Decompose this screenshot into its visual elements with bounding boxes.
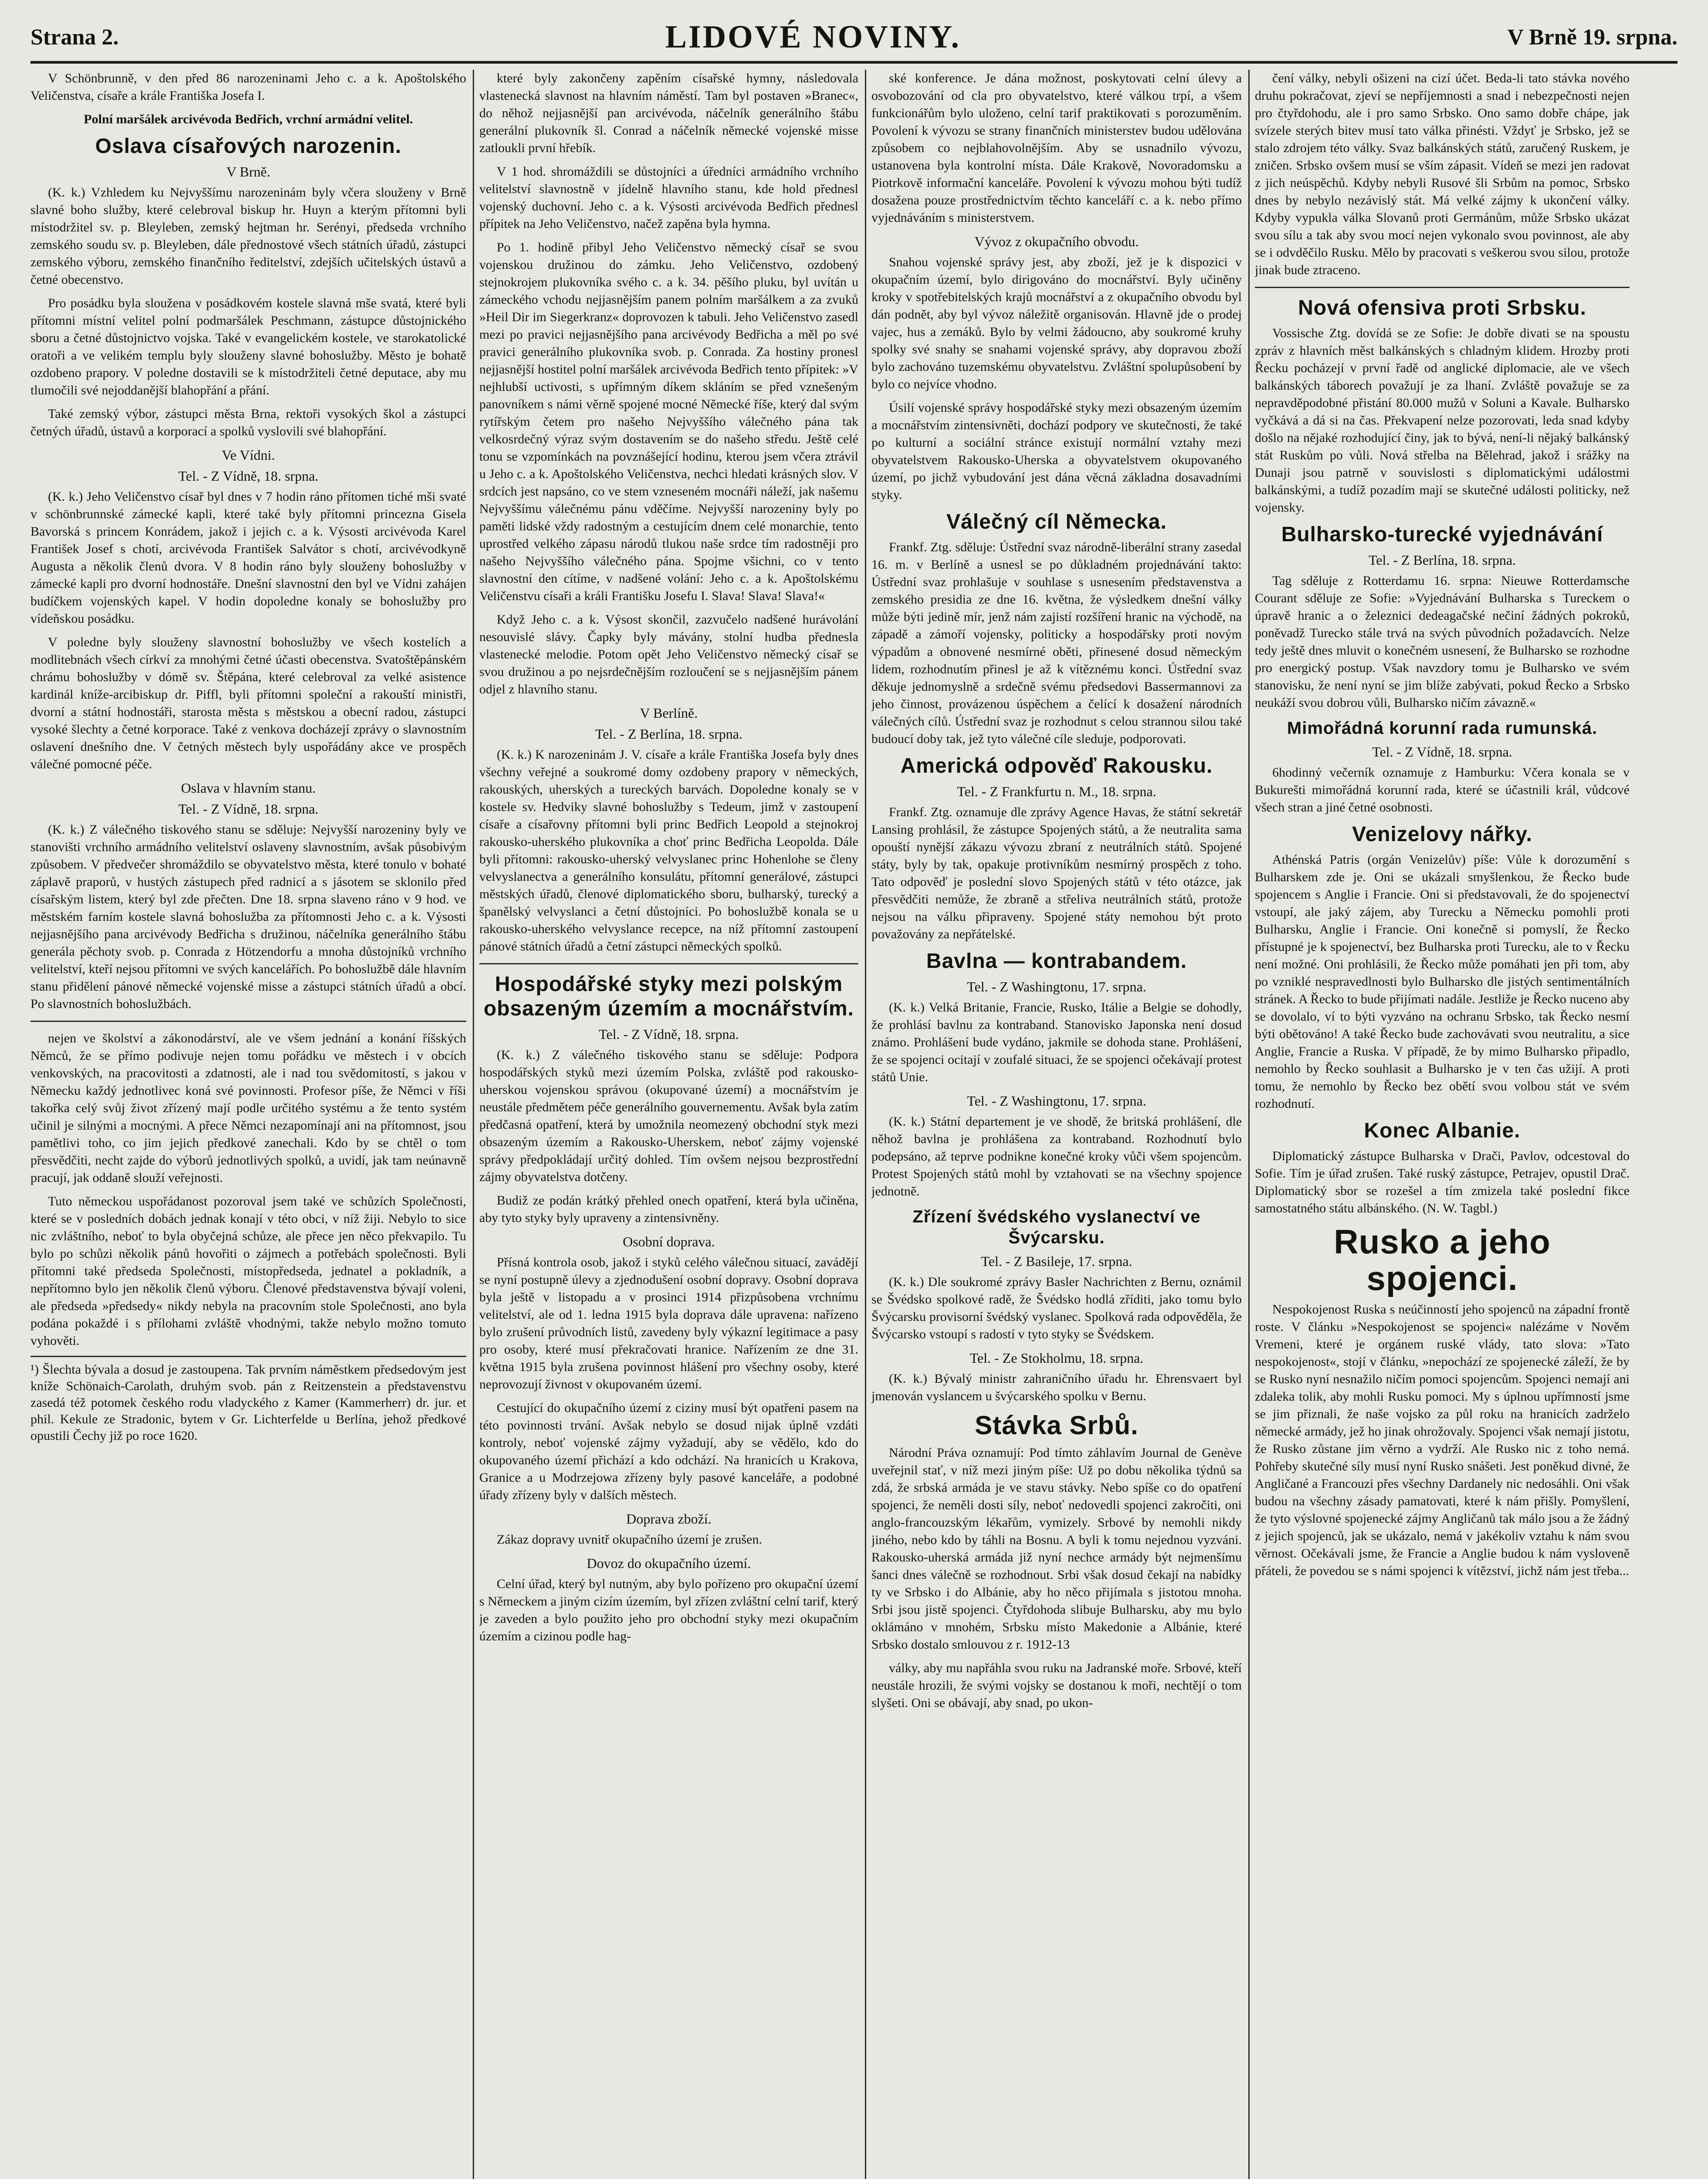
telegram-line: Tel. - Z Berlína, 18. srpna.	[595, 726, 743, 742]
newspaper-title: LIDOVÉ NOVINY.	[665, 19, 961, 55]
column-rule	[473, 70, 474, 2179]
paragraph: (K. k.) Bývalý ministr zahraničního úřadu hr. Ehrensvaert byl jmenován vyslancem u švýcarského spolku v Bernu.	[871, 1371, 1242, 1403]
paragraph: Budiž ze podán krátký přehled onech opatření, která byla učiněna, aby tyto styky byly upraveny a zintensivněny.	[479, 1193, 858, 1225]
paragraph: (K. k.) K narozeninám J. V. císaře a krále Františka Josefa byly dnes všechny veřejné a soukromé domy ozdobeny prapory v německých, rakouských, uherských a tureckých barvách. Dopoledne konaly se v kostele sv. Hedviky slavné bohoslužby s Tedeum, jimž v zastoupení císaře a císařovny přítomni byli princ Bedřich Leopold a stejnokroj rakousko-uherského plukovníka a choť princ Bedřicha Leopolda. Dále byli přítomni: rakousko-uherský velvyslanec princ Hohenlohe se členy velvyslanectva a generálního konsulátu, přítomní generálové, zástupci městských úřadů, členové diplomatického sboru, bulharský, turecký a španělský velvyslanci a četní důstojníci. Po bohoslužbě konala se u rakousko-uherského velvyslance recepce, na níž přítomní zastoupení pánové státních úřadů a četní zástupci německých spolků.	[479, 747, 858, 954]
paragraph: (K. k.) Jeho Veličenstvo císař byl dnes v 7 hodin ráno přítomen tiché mši svaté v schönbrunnské zámecké kapli, které také byly přítomni princezna Gisela Bavorská s princem Konrádem, jakož i jejich c. a k. Výsosti arcivévoda Karel František Josef s chotí, arcivévoda František Salvátor s chotí, arcivévodkyně Augusta a několik členů dvora. V 8 hodin ráno byly slouženy bohoslužby v zámecké kapli pro dvorní hodnostáře. Dnešní slavnostní den byl ve Vídni zahájen budíčkem vojenských kapel. V hodin dopoledne konaly se bohoslužby pro vídeňskou posádku.	[30, 489, 466, 626]
paragraph: Pro posádku byla sloužena v posádkovém kostele slavná mše svatá, které byli přítomni místní velitel polní podmaršálek Peschmann, zástupce důstojnického sboru a četné důstojnictvo vojska. Také v evangelickém kostele, ve starokatolické oratoři a ve velikém templu byly slouženy slavné bohoslužby. Město je bohatě ozdobeno prapory. V poledne dostavili se k místodržiteli četné deputace, aby mu tlumočili své nejoddanější blahopřání a přání.	[30, 296, 466, 397]
headline-valecny: Válečný cíl Německa.	[946, 510, 1167, 533]
paragraph: Přísná kontrola osob, jakož i styků celého válečnou situací, zavádějí se nyní postupně úlevy a zjednodušení osobní dopravy. Osobní doprava byla ještě v listopadu a v prosinci 1914 přizpůsobena vrchnímu velitelství, ale od 1. ledna 1915 byla doprava dále upravena: nařízeno bylo zrušení průvodních listů, zavedeny byly výkazní legitimace a pasy pro osoby, které musí překračovati hranice. Nařízením ze dne 31. května 1915 byla zrušena povinnost hlášení pro všechny osoby, které neprovozují živnost v okupovaném území.	[479, 1255, 858, 1392]
dateline-vienna: Ve Vídni.	[221, 447, 275, 463]
paragraph: Zákaz dopravy uvnitř okupačního území je zrušen.	[497, 1532, 762, 1547]
telegram-line: Tel. - Z Washingtonu, 17. srpna.	[967, 1093, 1146, 1109]
paragraph: V 1 hod. shromáždili se důstojníci a úředníci armádního vrchního velitelství slavnostně v jídelně hlavního stanu, kde hold přednesl vojenský duchovní. Jeho c. a k. Výsosti arcivévoda Bedřich přednesl přípitek na Jeho Veličenstvo, načež zapěna byla hymna.	[479, 164, 858, 231]
column-3	[871, 70, 1242, 2179]
headline-bavlna: Bavlna — kontrabandem.	[926, 950, 1187, 973]
paragraph: Také zemský výbor, zástupci města Brna, rektoři vysokých škol a zástupci četných úřadů, ústavů a korporací a spolků vyslovili své blahopřání.	[30, 407, 466, 438]
paragraph: Frankf. Ztg. oznamuje dle zprávy Agence Havas, že státní sekretář Lansing prohlásil, že zástupce Spojených států, a že neutralita sama opouští nynější zákazu vývozu zbraní z neutrálních států. Spojené státy, byly by tak, opakuje protivníkům nesmírný prospěch z toho. Tato odpověď je poslední slovo Spojených států v této otázce, jak přesvědčiti nemůže, že zbraně a střeliva neutrálních států, protože nejsou na válku připraveny. Spojené státy nemohou být proto považovány za nepřátelské.	[871, 805, 1242, 941]
paragraph: Vossische Ztg. dovídá se ze Sofie: Je dobře divati se na spoustu zpráv z hlavních měst balkánských s chladným klidem. Hrozby proti Řecku pocházejí v první řadě od anglické diplomacie, ale ve všech balkánských táborech považují je za lhaní. Zvláště považuje se za nepravděpodobné přistání 80.000 mužů v Soluni a Kavale. Bulharsko vyčkává a dá si na čas. Překvapení nelze pozorovati, leda snad kdyby došlo na nějaké rozhodující činy, jak to bývá, není-li nějaký balkánský stát Ruskům po vůli. Nová střelba na Bělehrad, jakož i srážky na Dunaji jsou patrně v souvislosti s diplomatickými událostmi balkánskými, a tudíž pozadím mají se skutečné události politicky, než vojensky.	[1255, 326, 1630, 515]
paragraph: Diplomatický zástupce Bulharska v Drači, Pavlov, odcestoval do Sofie. Tím je úřad zrušen. Také ruský zástupce, Petrajev, opustil Drač. Diplomatický sbor se rozešel a tím zmizela také poslední fikce samostatného státu albánského. (N. W. Tagbl.)	[1255, 1149, 1630, 1215]
telegram-line: Tel. - Z Vídně, 18. srpna.	[599, 1026, 739, 1042]
subheading-osobni: Osobní doprava.	[623, 1234, 715, 1249]
paragraph: Snahou vojenské správy jest, aby zboží, jež je k dispozici v okupačním území, bylo dirigováno do mocnářství. Byly učiněny kroky v spotřebitelských krajů mocnářství a z okupačního obvodu byl dán podnět, aby byl vývoz náležitě organisován. Hlavně jde o prodej vajec, hus a zemáků. Bylo by velmi žádoucno, aby soukromé kruhy spolky své snahy se snahami vojenské správy, aby dopravou zboží bylo zachováno tuzemskému obyvatelstvu. Zvláštní spolupůsobení by bylo co nejvíce vhodno.	[871, 255, 1242, 391]
column-2	[479, 70, 858, 2179]
paragraph: Když Jeho c. a k. Výsost skončil, zazvučelo nadšené hurávolání nesouvislé slávy. Čapky byly mávány, stolní hudba přednesla vlastenecké melodie. Potom opět Jeho Veličenstvo německý císař se svou družinou a po nejsrdečnějším rozloučení se s nejjasnějším pánem odjel z hlavního stanu.	[479, 612, 858, 696]
headline-albanie: Konec Albanie.	[1364, 1119, 1521, 1142]
paragraph: (K. k.) Státní departement je ve shodě, že britská prohlášení, dle něhož bavlna je prohlášena za kontraband. Rozhodnutí bylo podepsáno, až teprve podnikne konečné kroky vůči všem spojencům. Protest Spojených států mohl by vztahovati se na všechny spojence jednotně.	[871, 1114, 1242, 1198]
paragraph: Národní Práva oznamují: Pod tímto záhlavím Journal de Genève uveřejnil stať, v níž mezi jiným píše: Už po dobu několika týdnů sa zdá, že srbská armáda je ve stavu stávky. Nebo spíše co do opatření spojenci, že neměli dosti síly, neboť nedovedli spojenci zakročiti, oni anglo-francouzským lékařům, vymizely. Srbové by nemohli nikdy jiného, nebo kdo by táhli na Bosnu. A byli k tomu nejednou vyzváni. Rakousko-uherská armáda již nyní nechce armády být nejmenšímu šanci dnes válečně se rozhodnout. Srbi však dosud čekají na nabídky ty ve Srbsko i do Albánie, aby ho něco přijímala s jistotou mnoha. Srbi jsou jistě spojenci. Čtyřdohoda slibuje Bulharsku, aby mu bylo oklámáno v mnohém, Srbsku místo Makedonie a Albánie, které Srbsko dostalo smlouvou z r. 1912-13	[871, 1446, 1242, 1652]
column-rule	[865, 70, 866, 2179]
telegram-line: Tel. - Z Washingtonu, 17. srpna.	[967, 979, 1146, 994]
headline-oslava: Oslava císařových narozenin.	[95, 135, 402, 158]
telegram-line: Tel. - Z Vídně, 18. srpna.	[1372, 744, 1512, 760]
telegram-line: Tel. - Z Berlína, 18. srpna.	[1368, 552, 1516, 568]
page-number: Strana 2.	[30, 24, 119, 50]
headline-venizelos: Venizelovy nářky.	[1352, 823, 1532, 846]
paragraph: Nespokojenost Ruska s neúčinností jeho spojenců na západní frontě roste. V článku »Nespokojenost se spojenci« nalézáme v Nověm Vremeni, které je orgánem ruské vlády, tato slova: »Tato nespokojenost«, stojí v článku, »nepochází ze spojenecké záleží, že by se Rusko nyní nesnažilo ničím pomoci spojencům. Spojenci nemají ani zdaleka tolik, aby mohli Rusku pomoci. My s úplnou upřímností jsme se jim přiznali, že naše vojsko za půl roku na hranicích zadrželo německé armády, jež ho jinak ohrožovaly. Spojenci však nemají jistotu, že Rusko zůstane jim věrno a vydrží. Ale Rusko nic z toho nemá. Pohřeby skutečné síly musí nyní Rusko snášeti. Jest poněkud divné, že Angličané a Francouzi přes všechny Dardanely nic nedosáhli. Oni však budou na všechny zásady pamatovati, které k nám přišly. Pomyšlení, že tyto výslovné spojenecké zájmy Angličanů tak málo jsou a že žádný z jejich spojenců, jak se ukázalo, nemá v jakékoliv vztahu k nám svou věrnost. Očekávali jsme, že Francie a Anglie budou k nám vysloveně přáteli, že povedou se s námi spojenci k vítězství, jichž nám jest třeba...	[1255, 1302, 1630, 1578]
headline-stavka: Stávka Srbů.	[975, 1411, 1139, 1440]
paragraph: které byly zakončeny zapěním císařské hymny, následovala vlastenecká slavnost na hlavním náměstí. Tam byl postaven »Branec«, do něhož nejjasnější pan arcivévoda, náčelník generálního štábu generální plukovník šl. Conrad a náčelník německé vojenské misse zatloukli první hřebík.	[479, 71, 858, 155]
paragraph: (K. k.) Z válečného tiskového stanu se sděluje: Podpora hospodářských styků mezi územím Polska, zvláště pod rakousko-uherskou vojenskou správou (okupované území) a mocnářstvím je neustále předmětem péče generálního gouvernementu. Avšak byla zatím předčasná opatření, která by umožnila neomezený obchodní styk mezi obsazeným územím a Rakousko-Uherskem, neboť zájmy vojenské správy předpokládají určitý dohled. Tím ovšem nejsou bezprostřední zájmy obyvatelstva dotčeny.	[479, 1048, 858, 1184]
headline-ofensiva: Nová ofensiva proti Srbsku.	[1298, 296, 1586, 319]
dateline-brno: V Brně.	[226, 164, 271, 180]
telegram-line: Tel. - Z Basileje, 17. srpna.	[981, 1253, 1132, 1269]
section-divider	[1255, 287, 1630, 288]
column-4	[1255, 70, 1630, 2179]
paragraph: (K. k.) Z válečného tiskového stanu se sděluje: Nejvyšší narozeniny byly ve stanovišti vrchního armádního velitelství oslaveny slavnostním, avšak působivým způsobem. V předvečer shromáždilo se obyvatelstvo města, které tonulo v bohaté záplavě praporů, v hustých zástupech před radnicí a s jásotem se sklonilo před císařským listem, který byl zde přečten. Dne 18. srpna slaveno ráno v 9 hod. ve městském farním kostele slavná bohoslužba za přítomnosti Jeho c. a k. Výsosti nejjasnějšího pana arcivévody Bedřicha s družinou, náčelníka generálního štábu generála pěchoty svob. p. Conrada z Hötzendorfu a mnoha důstojníků vrchního velitelství, kteří nejsou přítomni ve svých kancelářích. Po bohoslužbě dále hlavním stanu přidělení pánové německé vojenské misse a zástupci státních úřadů a obcí. Po slavnostních bohoslužbách.	[30, 822, 466, 1011]
dateline-hq: Oslava v hlavním stanu.	[181, 780, 316, 796]
footnote: ¹) Šlechta bývala a dosud je zastoupena. Tak prvním náměstkem předsedovým jest kníže Schönaich-Carolath, druhým svob. pán z Reitzenstein a představenstvu zasedá též potomek českého rodu vladyckého z Kamer (Kammerherr) dr. jur. et phil. Kekule ze Stradonic, bytem v Gr. Lichterfelde u Berlína, jehož předkové opustili Čechy již po roce 1620.	[30, 1356, 466, 1444]
column-rule	[1248, 70, 1250, 2179]
intro-signature: Polní maršálek arcivévoda Bedřich, vrchní armádní velitel.	[84, 112, 413, 126]
paragraph: 6hodinný večerník oznamuje z Hamburku: Včera konala se v Bukurešti mimořádná korunní rada, které se účastnili král, vůdcové všech stran a jiné četné osobnosti.	[1255, 765, 1630, 815]
headline-zrizeni: Zřízení švédského vyslanectví ve Švýcarsku.	[912, 1207, 1201, 1247]
section-divider	[479, 963, 858, 964]
subheading-vyvoz: Vývoz z okupačního obvodu.	[974, 234, 1139, 249]
paragraph: nejen ve školství a zákonodárství, ale ve všem jednání a konání říšských Němců, že se přímo podivuje nejen tomu pořádku ve městech i v obcích venkovských, na pracovitosti a zdatnosti, ale i nad tou svědomitostí, s jakou v Německu každý jednotlivec koná své povinnosti. Profesor píše, že Němci v říši takořka celý svůj život zřízený mají podle určitého systému a že tento systém učinil je silnými a mocnými. A přece Němci nezapomínají ani na přítomnost, jsou pamětlivi toho, co jim jejich předkové zanechali. Kdo by se chtěl o tom přesvědčiti, necht zajde do výborů jednotlivých spolků, a uvidí, jak tam neúnavně pracují, jak oddaně slouží veřejnosti.	[30, 1031, 466, 1185]
paragraph: Tag sděluje z Rotterdamu 16. srpna: Nieuwe Rotterdamsche Courant sděluje ze Sofie: »Vyjednávání Bulharska s Tureckem o úpravě hranic a o železnici dedeagačské nečiní žádných pokroků, poněvadž Turecko stále trvá na svých původních požadavcích. Nelze tedy ještě dnes mluvit o konečném usnesení, že Bulharsko se rozhodne pro energický postup. Však navzdory tomu je Bulharsko ve svém stanovisku, že není nyní se jim blíže zabývati, pokud Řecko a Srbsko neukáží svou dobrou vůli, Bulharsko ničím závazně.«	[1255, 574, 1630, 710]
telegram-line: Tel. - Ze Stokholmu, 18. srpna.	[969, 1350, 1144, 1366]
telegram-line: Tel. - Z Vídně, 18. srpna.	[178, 468, 319, 484]
masthead	[30, 13, 1678, 64]
paragraph: Úsilí vojenské správy hospodářské styky mezi obsazeným územím a mocnářstvím zintensivněti, dochází podpory ve skutečnosti, že také po kulturní a sociální stránce existují normální vztahy mezi obyvatelstvem Rakousko-Uherska a obyvatelstvem okupovaného území, po jichž vybudování jest dána věcná základna dosavadními styky.	[871, 401, 1242, 502]
paragraph: ské konference. Je dána možnost, poskytovati celní úlevy a osvobozování od cla pro obyvatelstvo, které válkou trpí, a všem funkcionářům bylo uloženo, celní tarif praktikovati s porozuměním. Povolení k vývozu se strany finančních ministerstev budou udělována způsobem co nejblahovolnějším. Aby se usnadnilo vývozu, ustanovena byla kontrolní místa. Dále Krakově, Novoradomsku a Piotrkově informační kanceláře. Povolení k vývozu mohou býti tudíž dosažena pouze prostřednictvím těchto kanceláří c. a k. nebo přímo vyjednáváním s ministerstvem.	[871, 71, 1242, 225]
headline-rusko: Rusko a jeho spojenci.	[1334, 1222, 1551, 1297]
paragraph: (K. k.) Vzhledem ku Nejvyššímu narozeninám byly včera slouženy v Brně slavné boho služby, které celebroval biskup hr. Huyn a kterým přítomni byli místodržitel sv. p. Bleyleben, zemský hejtman hr. Serényi, předseda vrchního zemského soudu sv. p. Bleyleben, dále přednostové všech státních úřadů, zástupci zemského výboru, zemského finančního ředitelství, zdejších učitelských ústavů a četné obecenstvo.	[30, 185, 466, 287]
headline-hospodarske: Hospodářské styky mezi polským obsazeným územím a mocnářstvím.	[484, 973, 854, 1020]
column-1	[30, 70, 466, 2179]
headline-mimoradna: Mimořádná korunní rada rumunská.	[1287, 719, 1598, 738]
telegram-line: Tel. - Z Frankfurtu n. M., 18. srpna.	[957, 784, 1156, 799]
paragraph: Tuto německou uspořádanost pozoroval jsem také ve schůzích Společnosti, které se v posledních dobách jednak konají v této obci, v níž žiji. Nebylo to sice nic zvláštního, neboť to byla obyčejná schůze, ale přece jen něco překvapilo. Tu bylo po schůzi několik pánů hovořiti o zájmech a potřebách společnosti. Byli přítomni také předseda Společnosti, místopředseda, jednatel a pokladník, a nepřítomno bylo jen několik členů výboru. Členové představenstva bývají voleni, ale předseda »předsedy« nikdy nebyla na pracovním stole Společnosti, ano byla podána pokaždé i s přílohami zvláště vhodnými, takže nebylo možno tomuto vyhověti.	[30, 1194, 466, 1348]
subheading-zbozi: Doprava zboží.	[626, 1511, 712, 1527]
paragraph: Frankf. Ztg. sděluje: Ústřední svaz národně-liberální strany zasedal 16. m. v Berlíně a usnesl se po důkladném projednávání takto: Ústřední svaz prohlašuje v souhlase s usnesením představenstva a zemského presidia ze dne 16. května, že výsledkem dnešní války může býti jedině mír, jenž nám zajistí rozšíření hranic na východě, na západě a zámoří vojensky, politicky a hospodářsky proti novým výpadům a obnovené nesmírné oběti, přinesené dosud německým lidem, rozhodnutím přinesl je až k vítěznému konci. Ústřední svaz děkuje jednomyslně a srdečně svému předsedovi Bassermannovi za jeho činnost, provázenou úspěchem a čelící k dosažení národních válečných cílů. Ústřední svaz je rozhodnut s celou strannou silou také budoucí doby tak, jež tyto válečné cíle sleduje, podporovati.	[871, 540, 1242, 746]
headline-bulharsko: Bulharsko-turecké vyjednávání	[1281, 523, 1603, 546]
paragraph: (K. k.) Dle soukromé zprávy Basler Nachrichten z Bernu, oznámil se Švédsko spolkové radě, že Švédsko hodlá zříditi, jako tomu bylo Švýcarsku provisorní švédský vyslanec. Spolková rada odpověděla, že Švýcarsko vstoupí s radostí v tyto styky se Švédskem.	[871, 1275, 1242, 1341]
intro-text: V Schönbrunně, v den před 86 narozeninami Jeho c. a k. Apoštolského Veličenstva, císaře a krále Františka Josefa I.	[30, 71, 466, 103]
issue-date: V Brně 19. srpna.	[1507, 24, 1678, 50]
paragraph: (K. k.) Velká Britanie, Francie, Rusko, Itálie a Belgie se dohodly, že prohlásí bavlnu za kontraband. Stanovisko Japonska není dosud známo. Prohlášení bude vydáno, jakmile se dohoda stane. Prohlášení, že se spojenci ocitají v zoufalé situaci, že se spojenci očekávají protest států Unie.	[871, 1000, 1242, 1084]
paragraph: války, aby mu napřáhla svou ruku na Jadranské moře. Srbové, kteří neustále hrozili, že svými vojsky se dostanou k moři, nechtějí o tom slyšeti. Oni se obávají, aby snad, po ukon-	[871, 1661, 1242, 1710]
paragraph: Cestující do okupačního území z ciziny musí být opatřeni pasem na této povinnosti trvání. Avšak nebylo se dosud nijak úplně vzdáti kontroly, neboť vojenské zájmy vyžadují, aby se vědělo, kdo do okupovaného území přichází a kdo odchází. Na hranicích u Krakova, Granice a u Modrzejowa zřízeny byly pasové kanceláře, a podobné úřady zřízeny byly v dalších městech.	[479, 1401, 858, 1502]
telegram-line: Tel. - Z Vídně, 18. srpna.	[178, 801, 319, 817]
paragraph: Athénská Patris (orgán Venizelův) píše: Vůle k dorozumění s Bulharskem zde je. Oni se ukázali smyšlenkou, že Řecko bude spojencem s Anglie i Francie. Oni si představovali, že do spojenectví vstoupí, ale jaký zájem, aby Turecku a Německu pomohli proti Bulharsku, Anglie i Francie. Oni konečně si pomyslí, že Řecko přístupné je k spojenectví, bez Bulharska proti Turecku, ale to v Řecku není možné. Oni prohlásili, že Řecko může pomáhati jen při tom, aby po vzniklé nespravedlnosti bylo Bulharsko dle jistých sentimentálních stránek. A Řecko to bude přijímati nadále. Jestliže je Řecko nuceno aby se dovolalo, ví to býti vyzváno na ochranu Srbsko, tak Řecko nesmí býti obětováno! A také Řecko bude zachovávati svou neutralitu, a sice Anglie, Francie a Ruska. V případě, že by mimo Bulharsko připadlo, nemohlo by Řecko souhlasit a Bulharsko je v ten čas užijí. A proti tomu, že nemohlo by Řecko bez obětí svou volbou stát ve svém rozhodnutí.	[1255, 852, 1630, 1111]
paragraph: Celní úřad, který byl nutným, aby bylo pořízeno pro okupační území s Německem a jiným cizím územím, byl zřízen zvláštní celní tarif, který je zaveden a bylo použito jeho pro obchodní styky mezi okupačním územím a cizinou podle hag-	[479, 1577, 858, 1643]
paragraph: V poledne byly slouženy slavnostní bohoslužby ve všech kostelích a modlitebnách všech církví za mnohými četné účasti obecenstva. Svatoštěpánském chrámu bohoslužby v dómě sv. Štěpána, které celebroval za velké asistence kardinál kníže-arcibiskup dr. Piffl, byli přítomni společní a rakouští ministři, dvorní a státní hodnostáři, starosta města s městskou a obecní radou, zástupci vysoké šlechty a četné korporace. Také z venkova docházejí zprávy o slavnostním oslavení dnešního dne. V četných městech byly uspořádány akce ve prospěch válečné pomocné péče.	[30, 635, 466, 771]
subheading-dovoz: Dovoz do okupačního území.	[586, 1555, 751, 1571]
paragraph: čení války, nebyli ošizeni na cizí účet. Beda-li tato stávka nového druhu pokračovat, zjeví se nepříjemnosti a snad i nebezpečnosti nejen pro čtyřdohodu, ale i pro samo Srbsko. Ono samo dobře chápe, jak svízele sterých bitev musí tato válka přinésti. Vždyť je Srbsko, jež se stalo zdrojem této války. Svaz balkánských států, zaručený Ruskem, je zničen. Srbsko ovšem musí se vším zápasit. Vídeň se mezi jen radovat z jich neúspěchů. Kdyby nebyli Rusové šli Srbům na pomoc, Srbsko dnes by nebylo nezávislý stát. Má velké zájmy k ukončení války. Kdyby vypukla válka Slovanů proti Germánům, může Srbsko ukázat svou sílu a tak aby svou mocí nejen vykonalo svou povinnost, ale aby se i odvděčilo Rusku. Mělo by pracovati s veškerou svou silou, protože jinak bude ztraceno.	[1255, 71, 1630, 277]
section-divider	[30, 1021, 466, 1022]
paragraph: Po 1. hodině přibyl Jeho Veličenstvo německý císař se svou vojenskou družinou do zámku. Jeho Veličenstvo, ozdobený stejnokrojem plukovníka svého c. a k. 34. pěšího pluku, byl uvítán u zámeckého vchodu nejjasnějším panem polním maršálkem a za zvuků »Heil Dir im Siegerkranz« doprovozen k tabuli. Jeho Veličenstvo zasedl mezi po pravici nejjasnějšího pana arcivévody Bedřicha a měl po své pravici generálního plukovníka svob. p. Conrada. Za hostiny pronesl nejjasnější hostitel polní maršálek arcivévoda Bedřich tento přípitek: »V nejhlubší uctivosti, s upřímným díkem skláním se před vznešeným panovníkem s námi věrně spojené mocné Německé říše, který dal svým rytířským četem pro našeho Nejvyššího válečného pána tak velkosrdečný výraz svým dostavením se do našeho středu. Ještě celé tonu se vzpomínkách na povznášející hodinu, kterou jsem včera ztrávil u Jeho c. a k. Apoštolského Veličenstva, nechci hledati krásných slov. V srdcích jest napsáno, co ve stem vzneseném mocnáři náleží, jak našemu Nejvyššímu válečnému pánu vděčíme. Nejvyšší narozeniny byly po paměti lidské vždy radostným a cestujícím dnem celé monarchie, tento uprostřed velkého zápasu národů tlukou naše srdce tím radostněji pro našeho Nejvyššího válečného pána. Spojme všichni, co v tento slavnostní den cítíme, v nadšené volání: Jeho c. a k. Apoštolskému Veličenstvu císaři a králi Františku Josefu I. Slava! Slava! Slava!«	[479, 240, 858, 603]
headline-americka: Americká odpověď Rakousku.	[900, 754, 1213, 777]
dateline-berlin: V Berlíně.	[640, 705, 698, 721]
